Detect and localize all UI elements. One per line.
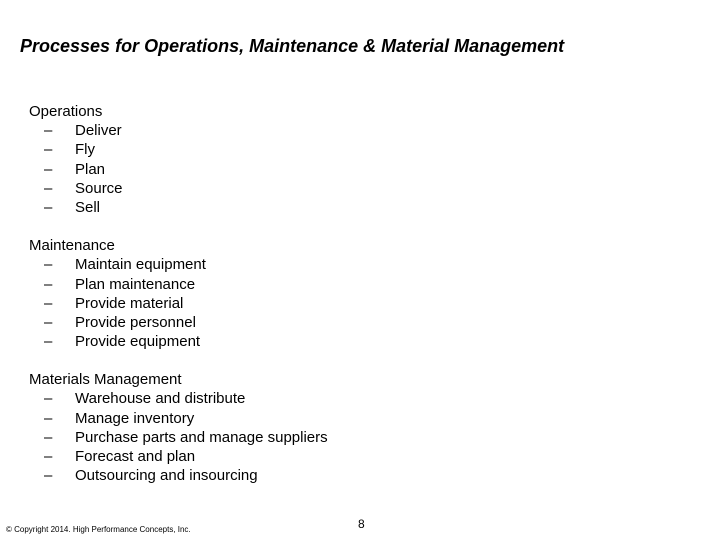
list-item [29, 160, 689, 179]
dash-bullet: – [44, 313, 53, 331]
list-item-label: Plan [75, 160, 106, 178]
list-item [29, 140, 689, 159]
dash-bullet: – [44, 333, 53, 351]
list-item-label: Manage inventory [75, 409, 195, 427]
dash-bullet: – [44, 122, 53, 140]
list-item [29, 389, 689, 408]
dash-bullet: – [44, 256, 53, 274]
dash-bullet: – [44, 467, 53, 485]
section-operations [29, 102, 689, 217]
list-item [29, 447, 689, 466]
list-item [29, 198, 689, 217]
section-materials-management [29, 370, 689, 485]
dash-bullet: – [44, 294, 53, 312]
list-item-label: Deliver [75, 122, 122, 140]
list-item-label: Forecast and plan [75, 448, 196, 465]
section-heading: Operations [29, 103, 103, 120]
bullet-list [29, 389, 689, 485]
slide-title: Processes for Operations, Maintenance & Material Management [20, 36, 565, 56]
list-item-label: Warehouse and distribute [75, 390, 246, 408]
dash-bullet: – [44, 179, 53, 197]
dash-bullet: – [44, 160, 53, 178]
list-item-label: Maintain equipment [75, 256, 206, 274]
dash-bullet: – [44, 390, 53, 408]
section-heading: Maintenance [29, 237, 115, 255]
list-item [29, 275, 689, 294]
dash-bullet: – [44, 428, 53, 446]
copyright-footer: © Copyright 2014. High Performance Concepts, Inc. [6, 525, 191, 534]
dash-bullet: – [44, 198, 53, 216]
section-maintenance [29, 236, 689, 351]
list-item-label: Fly [75, 141, 95, 159]
list-item-label: Provide personnel [75, 313, 196, 331]
dash-bullet: – [44, 409, 53, 427]
list-item-label: Sell [75, 198, 101, 216]
list-item-label: Outsourcing and insourcing [75, 467, 258, 485]
list-item-label: Source [75, 179, 123, 197]
dash-bullet: – [44, 448, 53, 465]
list-item [29, 294, 689, 313]
list-item-label: Plan maintenance [75, 275, 196, 293]
dash-bullet: – [44, 275, 53, 293]
list-item [29, 313, 689, 332]
bullet-list [29, 255, 689, 351]
list-item [29, 179, 689, 198]
list-item [29, 255, 689, 274]
page-number: 8 [358, 517, 365, 531]
dash-bullet: – [44, 141, 53, 159]
list-item [29, 332, 689, 351]
list-item-label: Provide material [75, 294, 184, 312]
list-item [29, 121, 689, 140]
list-item-label: Purchase parts and manage suppliers [75, 428, 328, 446]
list-item [29, 409, 689, 428]
section-heading: Materials Management [29, 371, 182, 389]
list-item [29, 428, 689, 447]
list-item [29, 466, 689, 485]
slide-body [29, 102, 689, 504]
list-item-label: Provide equipment [75, 333, 201, 351]
bullet-list [29, 121, 689, 217]
